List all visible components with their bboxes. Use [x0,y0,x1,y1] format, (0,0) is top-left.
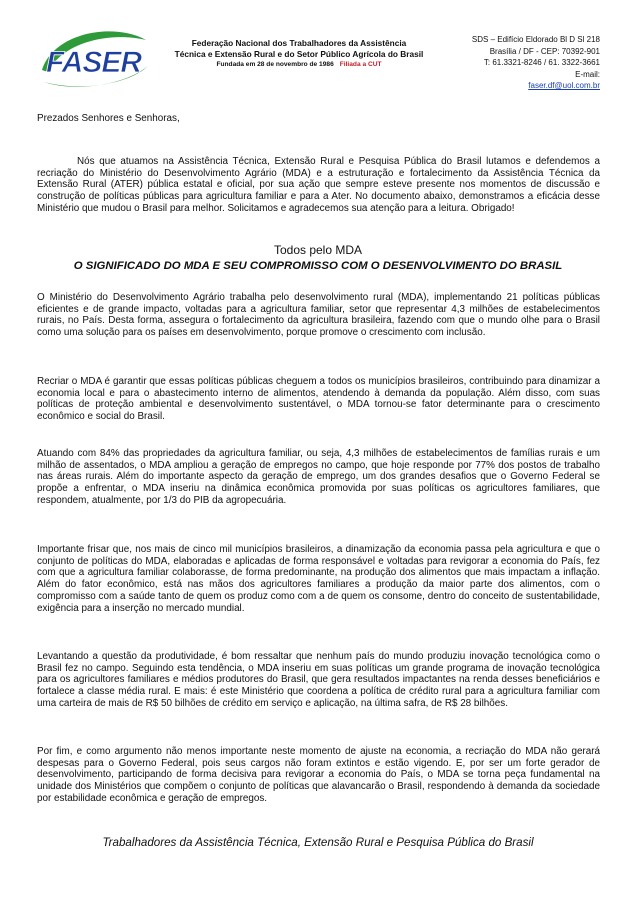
body-paragraph: Importante frisar que, nos mais de cinco mil municípios brasileiros, a dinamização da economia passa pela agricultura e que o conjunto de políticas do MDA, elaboradas e aplicadas de forma responsável e voltadas para revigorar a economia do País, fez com que a agricultura familiar colaborasse, de forma predominante, na produção dos alimentos que mais impactam a inflação. Além do fator econômico, está nas mãos dos agricultores familiares a produção da maior parte dos alimentos, com o compromisso com a saúde tanto de quem os produz como com a de quem os consome, dentro do conceito de sustentabilidade, exigência para a inserção no mercado mundial. [37,544,600,614]
body-paragraph: O Ministério do Desenvolvimento Agrário trabalha pelo desenvolvimento rural (MDA), implementando 21 políticas públicas eficientes e de grande impacto, voltadas para a agricultura familiar, setor que representar 4,3 milhões de estabelecimentos rurais, no País. Desta forma, assegura o fortalecimento da agricultura brasileira, fazendo com que o mundo olhe para o Brasil como uma solução para os países em desenvolvimento, porque promove o crescimento com inclusão. [37,292,600,339]
intro-paragraph: Nós que atuamos na Assistência Técnica, Extensão Rural e Pesquisa Pública do Brasil lutamos e defendemos a recriação do Ministério do Desenvolvimento Agrário (MDA) e a estruturação e fortalecimento da Assistência Técnica da Extensão Rural (ATER) pública estatal e oficial, por sua ação que sempre esteve presente nos momentos de discussão e construção de políticas públicas para agricultura familiar e para a Ater. No documento abaixo, demonstramos a eficácia desse Ministério que mudou o Brasil para melhor. Solicitamos e agradecemos sua atenção para a leitura. Obrigado! [37,156,600,214]
email-label: E-mail: [575,69,600,79]
phone-line: T: 61.3321-8246 / 61. 3322-3661 [483,58,600,67]
org-name-line1: Federação Nacional dos Trabalhadores da Assistência [191,38,407,48]
affiliation-text: Filiada a CUT [339,61,382,68]
address-line1: SDS – Edifício Eldorado Bl D Sl 218 [471,35,600,44]
body-paragraph: Atuando com 84% das propriedades da agricultura familiar, ou seja, 4,3 milhões de estabelecimentos de famílias rurais e um milhão de assentados, o MDA ampliou a geração de empregos no campo, que hoje responde por 77% dos postos de trabalho nas áreas rurais. Além do importante aspecto da geração de emprego, um dos grandes desafios que o Governo Federal se propõe a enfrentar, o MDA inseriu na dinâmica econômica promovida por suas políticas os agricultores familiares, que respondem, atualmente, por 1/3 do PIB da agropecuária. [37,448,600,506]
body-paragraph: Por fim, e como argumento não menos importante neste momento de ajuste na economia, a recriação do MDA não gerará despesas para o Governo Federal, pois seus cargos não foram extintos e estão vigendo. E, por ser um forte gerador de desenvolvimento, participando de forma decisiva para revigorar a economia do País, o MDA se torna peça fundamental na unidade dos Ministérios que compõem o conjunto de políticas que alavancarão o Brasil, respondendo à demanda da sociedade por estabilidade econômica e geração de empregos. [37,746,600,804]
faser-logo [34,22,154,94]
document-title: Todos pelo MDA [273,243,363,257]
logo-text: FASER [46,46,142,79]
org-name-line2: Técnica e Extensão Rural e do Setor Público Agrícola do Brasil [174,48,424,59]
address-line2: Brasília / DF - CEP: 70392-901 [489,46,600,56]
email-link[interactable]: faser.df@uol.com.br [528,81,600,90]
body-paragraph: Recriar o MDA é garantir que essas políticas públicas cheguem a todos os municípios brasileiros, contribuindo para dinamizar a economia local e para o abastecimento interno de alimentos, atendendo à demanda da população. Além disso, com suas políticas de proteção ambiental e desenvolvimento sustentável, o MDA tornou-se fator determinante para o crescimento econômico e social do Brasil. [37,376,600,423]
email-line [430,69,600,92]
greeting: Prezados Senhores e Senhoras, [37,113,180,124]
organization-header [160,38,438,71]
signature-line: Trabalhadores da Assistência Técnica, Extensão Rural e Pesquisa Pública do Brasil [102,836,534,849]
founded-text: Fundada em 28 de novembro de 1986 [216,61,334,68]
contact-block [430,34,600,92]
org-founded [160,60,438,71]
body-paragraph: Levantando a questão da produtividade, é bom ressaltar que nenhum país do mundo produziu inovação tecnológica como o Brasil fez no campo. Seguindo esta tendência, o MDA inseriu em suas políticas um grande programa de inovação tecnológica para os agricultores familiares e médios produtores do Brasil, que gera resultados impactantes na renda desses beneficiários e fortalece a classe média rural. E mais: é este Ministério que coordena a política de crédito rural para a agricultura familiar com uma carteira de mais de R$ 50 bilhões de crédito em serviço e aplicação, na última safra, de R$ 28 bilhões. [37,651,600,709]
document-subtitle: O SIGNIFICADO DO MDA E SEU COMPROMISSO COM O DESENVOLVIMENTO DO BRASIL [73,260,563,272]
